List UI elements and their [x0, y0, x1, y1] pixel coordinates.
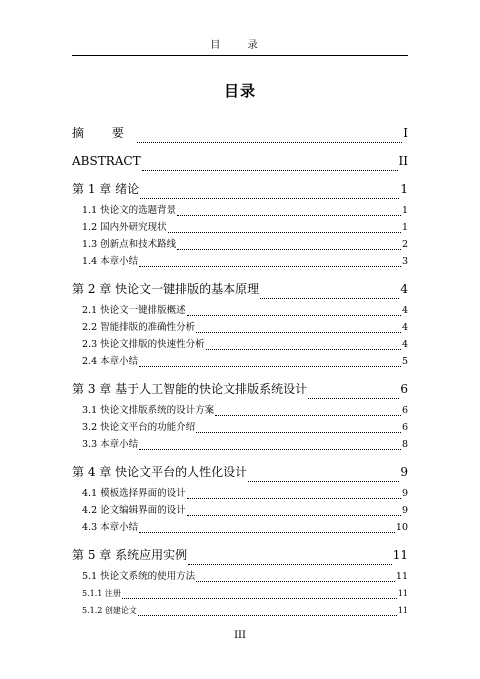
toc-leader-dots: [187, 515, 401, 516]
toc-entry-label: 3.2 快论文平台的功能介绍: [82, 422, 196, 433]
toc-entry-page: 1: [401, 222, 408, 233]
toc-leader-dots: [122, 598, 397, 599]
toc-entry-label: 第 5 章 系统应用实例: [72, 548, 188, 562]
toc-entry-page: 3: [401, 256, 408, 267]
toc-entry[interactable]: [72, 353, 408, 370]
toc-entry[interactable]: [72, 519, 408, 536]
table-of-contents: [72, 118, 408, 619]
toc-entry-page: 6: [401, 422, 408, 433]
toc-entry[interactable]: [72, 236, 408, 253]
toc-entry[interactable]: [72, 602, 408, 619]
toc-entry-page: 11: [397, 589, 408, 598]
toc-entry[interactable]: [72, 148, 408, 174]
toc-leader-dots: [196, 332, 401, 333]
toc-leader-dots: [137, 142, 402, 143]
toc-leader-dots: [140, 198, 399, 199]
toc-entry[interactable]: [72, 459, 408, 485]
toc-entry-label: 3.3 本章小结: [82, 439, 139, 450]
toc-entry[interactable]: [72, 502, 408, 519]
toc-entry[interactable]: [72, 253, 408, 270]
toc-entry-label: 4.1 模板选择界面的设计: [82, 488, 186, 499]
toc-entry-page: 1: [400, 182, 408, 196]
toc-leader-dots: [196, 432, 401, 433]
toc-entry[interactable]: [72, 436, 408, 453]
toc-leader-dots: [187, 315, 401, 316]
toc-leader-dots: [142, 170, 398, 171]
toc-entry-label: 2.2 智能排版的准确性分析: [82, 322, 196, 333]
toc-entry-page: 11: [397, 606, 408, 615]
toc-entry[interactable]: [72, 485, 408, 502]
toc-entry[interactable]: [72, 568, 408, 585]
toc-leader-dots: [196, 581, 395, 582]
toc-entry-label: 1.2 国内外研究现状: [82, 222, 167, 233]
toc-entry-label: 1.3 创新点和技术路线: [82, 239, 177, 250]
toc-entry-label: 3.1 快论文排版系统的设计方案: [82, 405, 215, 416]
toc-leader-dots: [177, 249, 401, 250]
toc-entry-label: ABSTRACT: [72, 154, 141, 168]
toc-entry-label: 第 3 章 基于人工智能的快论文排版系统设计: [72, 382, 308, 396]
toc-leader-dots: [138, 615, 397, 616]
toc-entry[interactable]: [72, 376, 408, 402]
page-title: 目录: [223, 82, 256, 100]
toc-entry-label: 第 2 章 快论文一键排版的基本原理: [72, 282, 260, 296]
toc-entry[interactable]: [72, 202, 408, 219]
toc-leader-dots: [308, 398, 399, 399]
toc-leader-dots: [139, 532, 395, 533]
toc-entry[interactable]: [72, 419, 408, 436]
toc-entry-page: 11: [392, 548, 408, 562]
toc-entry-label: 2.1 快论文一键排版概述: [82, 305, 186, 316]
toc-entry-page: 9: [400, 465, 408, 479]
toc-leader-dots: [260, 298, 399, 299]
toc-entry[interactable]: [72, 176, 408, 202]
toc-entry-label: 4.2 论文编辑界面的设计: [82, 505, 186, 516]
toc-entry-page: 9: [401, 488, 408, 499]
toc-entry[interactable]: [72, 402, 408, 419]
toc-entry-label: 5.1 快论文系统的使用方法: [82, 571, 196, 582]
toc-leader-dots: [248, 481, 399, 482]
toc-entry-label: 第 1 章 绪论: [72, 182, 140, 196]
toc-entry-label: 4.3 本章小结: [82, 522, 139, 533]
toc-entry[interactable]: [72, 336, 408, 353]
toc-entry-page: II: [398, 154, 408, 168]
toc-entry[interactable]: [72, 302, 408, 319]
toc-entry-page: 9: [401, 505, 408, 516]
toc-entry[interactable]: [72, 319, 408, 336]
toc-entry-label: 1.1 快论文的选题背景: [82, 205, 177, 216]
toc-entry-label: 1.4 本章小结: [82, 256, 139, 267]
toc-leader-dots: [187, 498, 401, 499]
toc-leader-dots: [215, 415, 401, 416]
toc-entry-page: 4: [401, 322, 408, 333]
toc-entry-label: 第 4 章 快论文平台的人性化设计: [72, 465, 248, 479]
toc-entry-page: 1: [401, 205, 408, 216]
toc-entry-label: 5.1.1 注册: [82, 589, 121, 598]
toc-entry[interactable]: [72, 585, 408, 602]
toc-entry[interactable]: [72, 276, 408, 302]
toc-entry-label: 摘 要: [72, 126, 136, 140]
toc-leader-dots: [168, 232, 401, 233]
toc-leader-dots: [139, 449, 401, 450]
toc-entry-label: 5.1.2 创建论文: [82, 606, 137, 615]
toc-entry-page: 6: [400, 382, 408, 396]
toc-entry-page: 10: [395, 522, 408, 533]
toc-leader-dots: [139, 366, 401, 367]
toc-entry-page: 4: [401, 339, 408, 350]
toc-entry-page: 11: [395, 571, 408, 582]
toc-entry-page: 8: [401, 439, 408, 450]
toc-entry-label: 2.3 快论文排版的快速性分析: [82, 339, 205, 350]
toc-entry-page: 2: [401, 239, 408, 250]
running-header: 目 录: [72, 36, 408, 56]
toc-leader-dots: [139, 266, 401, 267]
toc-entry[interactable]: [72, 542, 408, 568]
toc-entry[interactable]: [72, 120, 408, 146]
toc-entry-page: 5: [401, 356, 408, 367]
toc-entry-page: 4: [401, 305, 408, 316]
toc-leader-dots: [188, 564, 392, 565]
toc-entry-label: 2.4 本章小结: [82, 356, 139, 367]
toc-entry-page: 6: [401, 405, 408, 416]
toc-leader-dots: [206, 349, 401, 350]
page-number: III: [234, 630, 246, 641]
toc-entry-page: 4: [400, 282, 408, 296]
toc-entry[interactable]: [72, 219, 408, 236]
toc-leader-dots: [177, 215, 401, 216]
toc-entry-page: I: [403, 126, 408, 140]
